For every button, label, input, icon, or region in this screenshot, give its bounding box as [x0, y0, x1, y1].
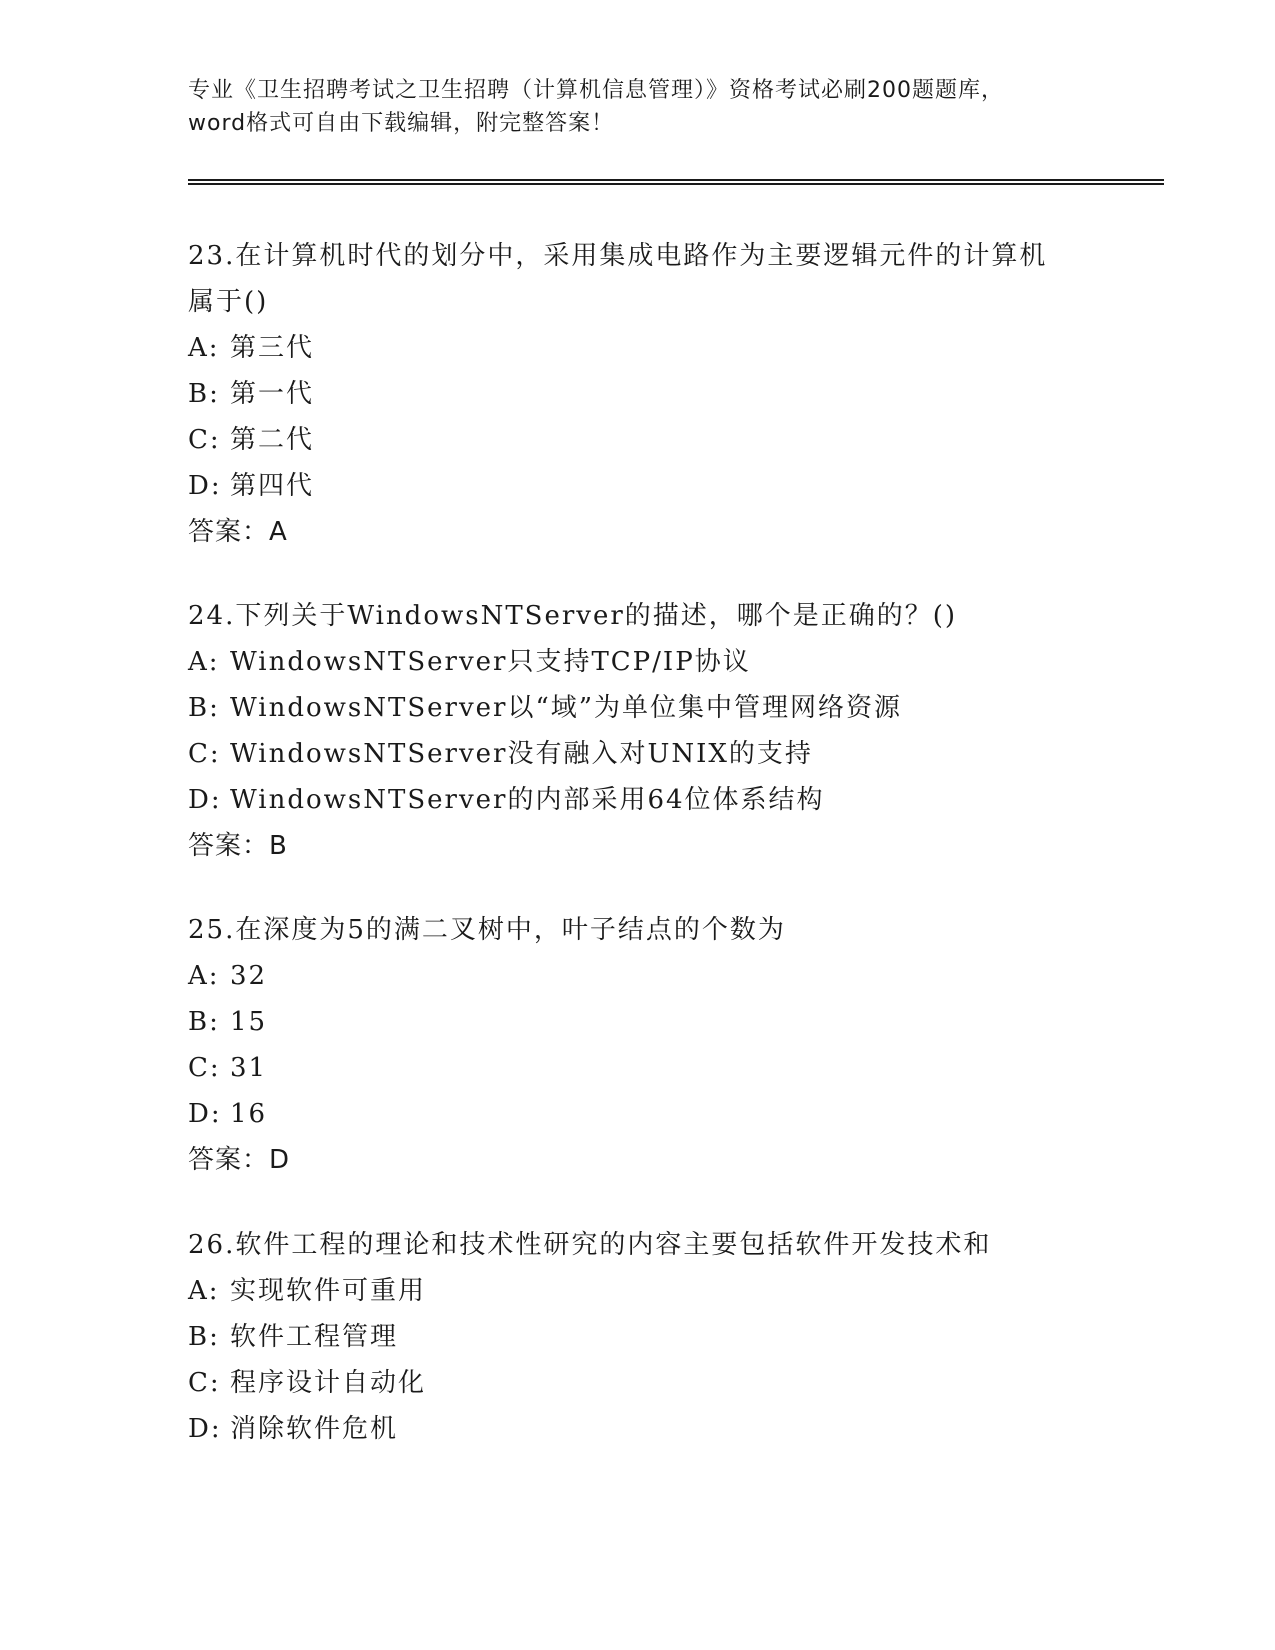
option-key: A: — [188, 647, 220, 677]
option-text: 实现软件可重用 — [230, 1276, 427, 1306]
option-key: A: — [188, 1276, 220, 1306]
option-text: 软件工程管理 — [230, 1322, 399, 1352]
option-b — [188, 999, 1088, 1045]
option-key: A: — [188, 333, 220, 363]
question-stem-line: 26.软件工程的理论和技术性研究的内容主要包括软件开发技术和 — [188, 1230, 992, 1260]
option-text: 16 — [230, 1099, 268, 1129]
option-key: B: — [188, 379, 220, 409]
option-text: 消除软件危机 — [230, 1414, 399, 1444]
option-text: 32 — [230, 961, 268, 991]
option-b — [188, 1314, 1088, 1360]
option-a — [188, 325, 1088, 371]
option-b — [188, 371, 1088, 417]
option-text: WindowsNTServer没有融入对UNIX的支持 — [230, 739, 813, 769]
option-text: WindowsNTServer只支持TCP/IP协议 — [230, 647, 751, 677]
question-stem-line: 25.在深度为5的满二叉树中，叶子结点的个数为 — [188, 915, 786, 945]
option-d — [188, 1091, 1088, 1137]
answer-label: 答案：B — [188, 831, 288, 861]
question-stem-line: 属于() — [188, 287, 269, 317]
question-26 — [188, 1222, 1088, 1452]
option-text: WindowsNTServer的内部采用64位体系结构 — [230, 785, 825, 815]
header-line-1: 专业《卫生招聘考试之卫生招聘（计算机信息管理）》资格考试必刷200题题库， — [188, 78, 1004, 103]
option-a — [188, 1268, 1088, 1314]
option-key: D: — [188, 785, 222, 815]
option-c — [188, 731, 1088, 777]
option-text: 第二代 — [230, 425, 315, 455]
question-stem-line: 24.下列关于WindowsNTServer的描述，哪个是正确的？() — [188, 601, 958, 631]
option-text: 第四代 — [230, 471, 315, 501]
option-key: C: — [188, 739, 221, 769]
answer-label: 答案：D — [188, 1145, 291, 1175]
option-c — [188, 1360, 1088, 1406]
option-key: D: — [188, 1099, 222, 1129]
option-b — [188, 685, 1088, 731]
question-23 — [188, 233, 1088, 555]
option-key: C: — [188, 425, 221, 455]
option-key: D: — [188, 1414, 222, 1444]
option-a — [188, 639, 1088, 685]
option-key: D: — [188, 471, 222, 501]
question-24 — [188, 593, 1088, 869]
header-double-rule — [188, 179, 1164, 185]
option-text: 31 — [230, 1053, 268, 1083]
header-line-2: word格式可自由下载编辑，附完整答案！ — [188, 111, 615, 136]
option-key: C: — [188, 1368, 221, 1398]
option-a — [188, 953, 1088, 999]
option-key: B: — [188, 1322, 220, 1352]
option-key: B: — [188, 1007, 220, 1037]
question-25 — [188, 907, 1088, 1183]
option-text: 第三代 — [230, 333, 315, 363]
answer-label: 答案：A — [188, 517, 288, 547]
option-text: WindowsNTServer以“域”为单位集中管理网络资源 — [230, 693, 903, 723]
document-header — [188, 74, 1088, 140]
option-d — [188, 1406, 1088, 1452]
option-d — [188, 463, 1088, 509]
option-text: 15 — [230, 1007, 268, 1037]
question-stem-line: 23.在计算机时代的划分中，采用集成电路作为主要逻辑元件的计算机 — [188, 241, 1048, 271]
option-key: A: — [188, 961, 220, 991]
option-d — [188, 777, 1088, 823]
option-key: C: — [188, 1053, 221, 1083]
option-text: 第一代 — [230, 379, 315, 409]
option-text: 程序设计自动化 — [230, 1368, 427, 1398]
option-key: B: — [188, 693, 220, 723]
option-c — [188, 417, 1088, 463]
option-c — [188, 1045, 1088, 1091]
